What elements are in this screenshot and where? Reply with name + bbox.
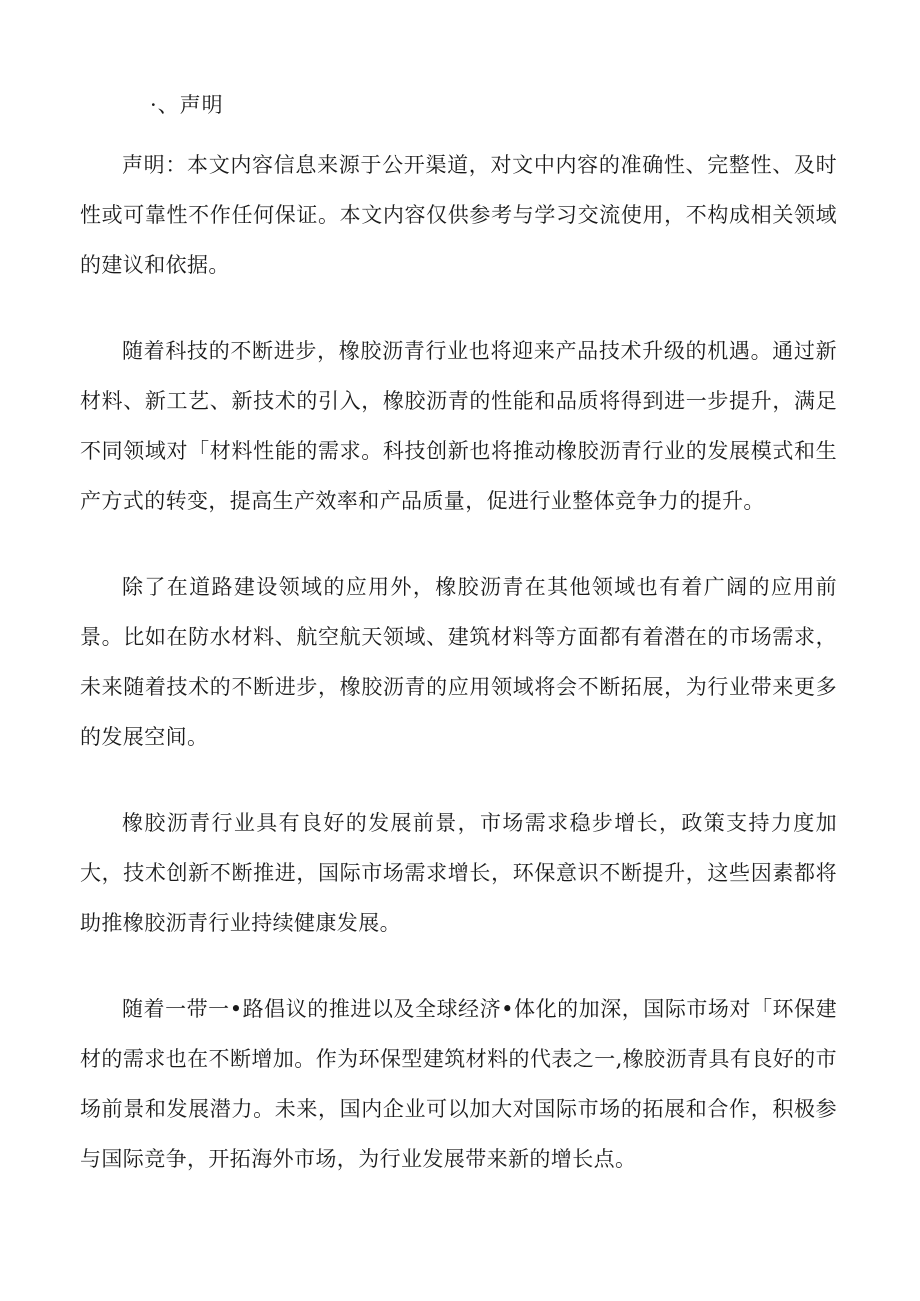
paragraph-disclaimer: 声明：本文内容信息来源于公开渠道，对文中内容的准确性、完整性、及时性或可靠性不作任何保证。本文内容仅供参考与学习交流使用，不构成相关领域的建议和依据。 <box>80 153 837 277</box>
paragraph-applications: 除了在道路建设领域的应用外，橡胶沥青在其他领域也有着广阔的应用前景。比如在防水材料、航空航天领域、建筑材料等方面都有着潜在的市场需求，未来随着技术的不断进步，橡胶沥青的应用领域将会不断拓展，为行业带来更多的发展空间。 <box>80 575 837 749</box>
section-heading: ·、声明 <box>150 93 224 117</box>
document-body <box>80 140 837 1220</box>
paragraph-technology: 随着科技的不断进步，橡胶沥青行业也将迎来产品技术升级的机遇。通过新材料、新工艺、新技术的引入，橡胶沥青的性能和品质将得到进一步提升，满足不同领域对「材料性能的需求。科技创新也将推动橡胶沥青行业的发展模式和生产方式的转变，提高生产效率和产品质量，促进行业整体竞争力的提升。 <box>80 339 837 513</box>
paragraph-outlook: 橡胶沥青行业具有良好的发展前景，市场需求稳步增长，政策支持力度加大，技术创新不断推进，国际市场需求增长，环保意识不断提升，这些因素都将助推橡胶沥青行业持续健康发展。 <box>80 811 837 935</box>
paragraph-international: 随着一带一•路倡议的推进以及全球经济•体化的加深，国际市场对「环保建材的需求也在不断增加。作为环保型建筑材料的代表之一,橡胶沥青具有良好的市场前景和发展潜力。未来，国内企业可以加大对国际市场的拓展和合作，积极参与国际竞争，开拓海外市场，为行业发展带来新的增长点。 <box>80 997 837 1171</box>
